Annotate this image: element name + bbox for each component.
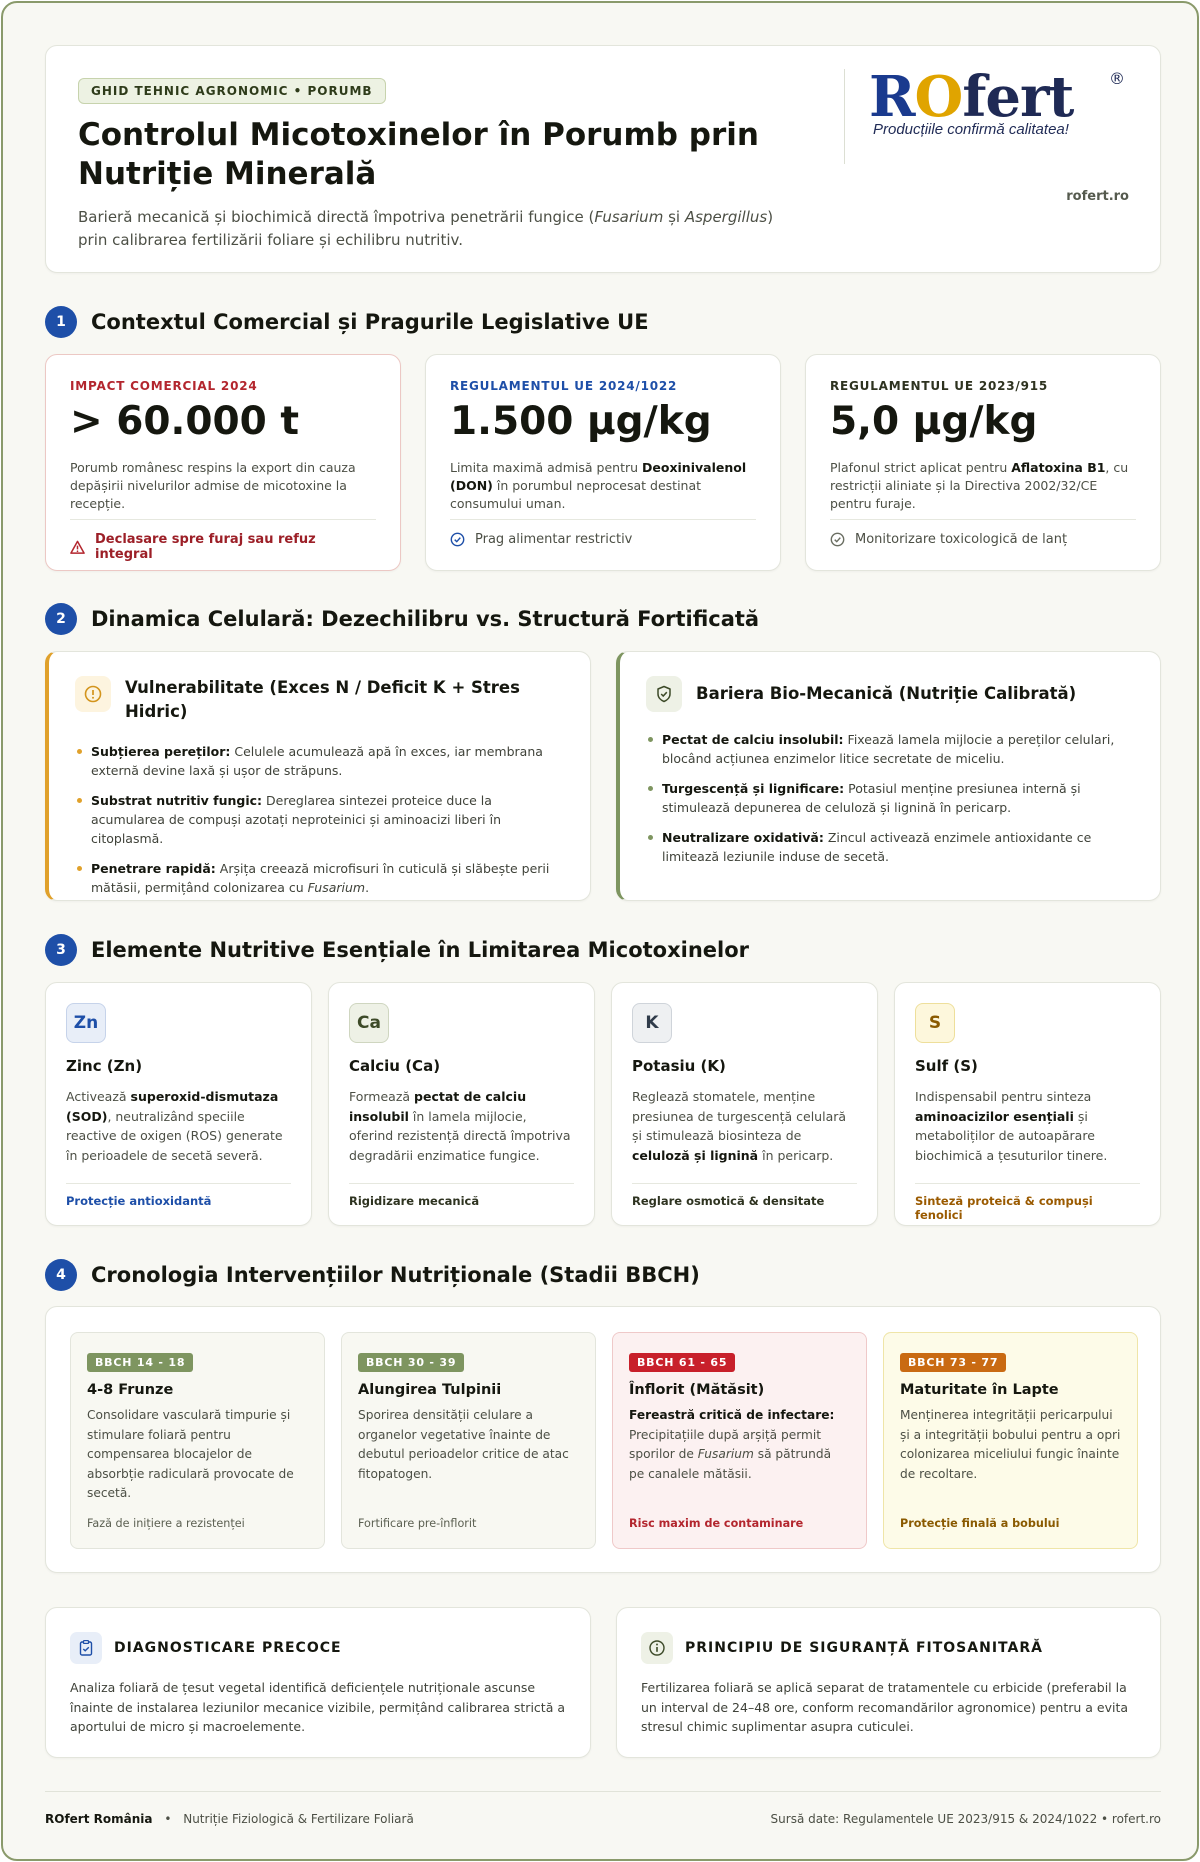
stage-footer: Fortificare pre-înflorit [358,1517,477,1530]
logo-tagline: Producțiile confirmă calitatea! [873,121,1069,138]
element-card-zinc [45,982,312,1226]
stat-footer: Declasare spre furaj sau refuz integral [70,519,376,562]
footer-brand: ROfert România [45,1812,153,1826]
rofert-logo: ROfert ® Producțiile confirmă calitatea! [869,67,1129,187]
section-title: Contextul Comercial și Pragurile Legislative UE [91,310,649,334]
element-desc: Activează superoxid-dismutaza (SOD), neutralizând speciile reactive de oxigen (ROS) generate în perioadele de secetă severă. [66,1089,283,1163]
element-symbol: Zn [66,1003,106,1043]
list-item: Substrat nutritiv fungic: Dereglarea sintezei proteice duce la acumularea de compuși azotați neproteinici și aminoacizi liberi în citoplasmă. [75,791,564,848]
stage-title: Înflorit (Mătăsit) [629,1382,765,1398]
check-circle-icon [450,532,465,547]
section-title: Cronologia Intervențiilor Nutriționale (Stadii BBCH) [91,1263,700,1287]
stat-card-commercial [45,354,401,571]
stage-card-bbch-14-18 [70,1332,325,1549]
section-title: Dinamica Celulară: Dezechilibru vs. Structură Fortificată [91,607,760,631]
stat-footer: Monitorizare toxicologică de lanț [830,519,1136,547]
element-card-sulfur [894,982,1161,1226]
vulnerability-card [45,651,591,901]
stat-desc: Porumb românesc respins la export din cauza depășirii nivelurilor admise de micotoxine la recepție. [70,460,356,511]
alert-circle-icon [75,676,111,712]
element-footer: Protecție antioxidantă [66,1183,291,1208]
shield-check-icon [646,676,682,712]
safety-card [616,1607,1161,1758]
diagnostic-card [45,1607,591,1758]
stage-tag: BBCH 61 - 65 [629,1353,735,1372]
stage-title: Maturitate în Lapte [900,1382,1059,1398]
vulnerability-list [75,742,564,897]
stage-title: Alungirea Tulpinii [358,1382,502,1398]
stage-desc: Consolidare vasculară timpurie și stimulare foliară pentru compensarea blocajelor de absorbție radiculară provocate de secetă. [87,1408,294,1500]
safety-title: PRINCIPIU DE SIGURANȚĂ FITOSANITARĂ [685,1640,1043,1656]
page-title: Controlul Micotoxinelor în Porumb prin Nutriție Minerală [78,117,759,192]
stat-desc: Plafonul strict aplicat pentru Aflatoxina B1, cu restricții aliniate și la Directiva 2002/32/CE pentru furaje. [830,460,1129,511]
info-icon [641,1632,673,1664]
check-circle-icon [830,532,845,547]
stat-card-don [425,354,781,571]
diagnostic-title: DIAGNOSTICARE PRECOCE [114,1640,342,1656]
stage-desc: Menținerea integrității pericarpului și a integrității bobului pentru a opri colonizarea miceliului fungic înainte de recoltare. [900,1408,1121,1481]
stat-value: 5,0 µg/kg [830,399,1038,444]
bbch-timeline [45,1306,1161,1573]
guide-tag: GHID TEHNIC AGRONOMIC • PORUMB [78,78,386,104]
warning-icon [70,540,85,555]
stage-footer: Protecție finală a bobului [900,1517,1060,1530]
section-number: 3 [45,934,77,966]
list-item: Subțierea pereților: Celulele acumulează apă în exces, iar membrana externă devine laxă și ușor de străpuns. [75,742,564,780]
stage-tag: BBCH 73 - 77 [900,1353,1006,1372]
stage-tag: BBCH 30 - 39 [358,1353,464,1372]
stat-value: 1.500 µg/kg [450,399,712,444]
diagnostic-text: Analiza foliară de țesut vegetal identifică deficiențele nutriționale ascunse înainte de instalarea leziunilor mecanice vizibile, permițând calibrarea strictă a aportului de micro și macroelemente. [70,1680,565,1734]
element-name: Sulf (S) [915,1057,978,1075]
page-frame [1,1,1199,1861]
element-footer: Sinteză proteică & compuși fenolici [915,1183,1140,1222]
header-divider [844,69,845,164]
stat-value: > 60.000 t [70,399,299,444]
barrier-title: Bariera Bio-Mecanică (Nutriție Calibrată) [696,684,1077,703]
stage-card-bbch-61-65 [612,1332,867,1549]
element-footer: Reglare osmotică & densitate [632,1183,857,1208]
element-desc: Indispensabil pentru sinteza aminoacizilor esențiali și metaboliților de autoapărare biochimică a țesuturilor tinere. [915,1089,1108,1163]
clipboard-check-icon [70,1632,102,1664]
element-desc: Formează pectat de calciu insolubil în lamela mijlocie, oferind rezistență directă împotriva degradării enzimatice fungice. [349,1089,571,1163]
stat-label: IMPACT COMERCIAL 2024 [70,379,258,393]
section-3-heading [45,934,749,966]
footer-brand-block: ROfert România • Nutriție Fiziologică & Fertilizare Foliară [45,1812,414,1826]
stage-footer: Risc maxim de contaminare [629,1517,804,1530]
section-1-heading [45,306,649,338]
section-title: Elemente Nutritive Esențiale în Limitarea Micotoxinelor [91,938,750,962]
element-desc: Reglează stomatele, menține presiunea de turgescență celulară și stimulează biosinteza de celuloză și lignină în pericarp. [632,1089,847,1163]
stat-label: REGULAMENTUL UE 2023/915 [830,379,1049,393]
element-footer: Rigidizare mecanică [349,1183,574,1208]
element-symbol: Ca [349,1003,389,1043]
list-item: Penetrare rapidă: Arșița creează microfisuri în cuticulă și slăbește perii mătăsii, permițând colonizarea cu Fusarium. [75,859,564,897]
list-item: Pectat de calciu insolubil: Fixează lamela mijlocie a pereților celulari, blocând acțiunea enzimelor litice secretate de miceliu. [646,730,1134,768]
element-name: Calciu (Ca) [349,1057,441,1075]
section-number: 1 [45,306,77,338]
element-name: Zinc (Zn) [66,1057,143,1075]
element-card-calcium [328,982,595,1226]
section-number: 2 [45,603,77,635]
stage-footer: Fază de inițiere a rezistenței [87,1517,245,1530]
stat-footer: Prag alimentar restrictiv [450,519,756,547]
stat-desc: Limita maximă admisă pentru Deoxinivalenol (DON) în porumbul neprocesat destinat consumului uman. [450,460,747,511]
element-card-potassium [611,982,878,1226]
element-name: Potasiu (K) [632,1057,726,1075]
stage-tag: BBCH 14 - 18 [87,1353,193,1372]
barrier-card [616,651,1161,901]
footer-source: Sursă date: Regulamentele UE 2023/915 & 2024/1022 • rofert.ro [770,1812,1161,1826]
list-item: Turgescență și lignificare: Potasiul menține presiunea internă și stimulează depunerea de celuloză și lignină în pericarp. [646,779,1134,817]
stat-card-aflatoxin [805,354,1161,571]
element-symbol: S [915,1003,955,1043]
section-4-heading [45,1259,700,1291]
page-subtitle: Barieră mecanică și biochimică directă împotriva penetrării fungice (Fusarium și Aspergillus) prin calibrarea fertilizării foliare și echilibru nutritiv. [78,208,774,249]
safety-text: Fertilizarea foliară se aplică separat de tratamentele cu erbicide (preferabil la un interval de 24–48 ore, conform recomandărilor agronomice) pentru a evita stresul chimic suplimentar asupra cuticulei. [641,1680,1129,1734]
stage-desc: Fereastră critică de infectare: Precipitațiile după arșiță permit sporilor de Fusarium să pătrundă pe canalele mătăsii. [629,1408,835,1481]
stage-card-bbch-30-39 [341,1332,596,1549]
page-footer [45,1791,1161,1826]
stage-title: 4-8 Frunze [87,1382,174,1398]
stage-card-bbch-73-77 [883,1332,1138,1549]
element-symbol: K [632,1003,672,1043]
barrier-list [646,730,1134,866]
list-item: Neutralizare oxidativă: Zincul activează enzimele antioxidante ce limitează leziunile induse de secetă. [646,828,1134,866]
footer-tagline: Nutriție Fiziologică & Fertilizare Foliară [183,1812,414,1826]
section-number: 4 [45,1259,77,1291]
stat-label: REGULAMENTUL UE 2024/1022 [450,379,678,393]
section-2-heading [45,603,759,635]
website-link[interactable]: rofert.ro [1066,189,1129,204]
stage-desc: Sporirea densității celulare a organelor vegetative înainte de debutul perioadelor critice de atac fitopatogen. [358,1408,569,1481]
vulnerability-title: Vulnerabilitate (Exces N / Deficit K + Stres Hidric) [125,678,520,721]
